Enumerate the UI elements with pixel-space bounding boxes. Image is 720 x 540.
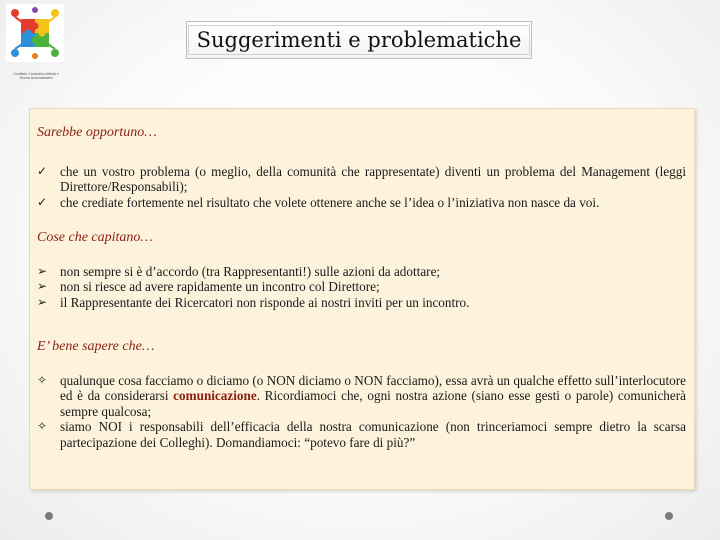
list-item: ✓ che crediate fortemente nel risultato che volete ottenere anche se l’idea o l’iniziativa non nasce da voi.: [37, 194, 600, 210]
star-list: [37, 373, 686, 451]
section-heading-sapere: E’ bene sapere che…: [37, 339, 155, 354]
arrow-bullet-icon: ➢: [37, 279, 48, 293]
content-panel: [29, 108, 695, 490]
list-item: ➢ non sempre si è d’accordo (tra Rappresentanti!) sulle azioni da adottare;: [37, 263, 441, 279]
checklist: [37, 164, 686, 211]
list-item: ✧ siamo NOI i responsabili dell’efficacia della nostra comunicazione (non trinceriamoci sempre dietro la scarsa partecipazione dei Colleghi). Domandiamoci: “potevo fare di più?”: [37, 419, 686, 450]
star-bullet-icon: ✧: [37, 372, 48, 387]
checkmark-icon: ✓: [37, 194, 48, 209]
list-item: ➢ non si riesce ad avere rapidamente un incontro col Direttore;: [37, 279, 380, 294]
section-heading-capitano: Cose che capitano…: [37, 230, 153, 245]
logo-caption: Comitato Consultivo Attività e Servizi Amministrativi: [13, 72, 59, 80]
title-frame: [186, 21, 532, 59]
emphasis-comunicazione: comunicazione: [173, 388, 257, 403]
arrow-bullet-icon: ➢: [37, 263, 48, 278]
arrow-list: [37, 264, 686, 311]
section-heading-opportuno: Sarebbe opportuno…: [37, 125, 157, 140]
star-bullet-icon: ✧: [37, 419, 48, 433]
list-item: ✓ che un vostro problema (o meglio, della comunità che rappresentate) diventi un problema del Management (leggi Direttore/Responsabili);: [37, 163, 686, 194]
checkmark-icon: ✓: [37, 163, 48, 178]
decorative-dot-right: [665, 512, 673, 520]
list-item: ✧ qualunque cosa facciamo o diciamo (o NON diciamo o NON facciamo), essa avrà un qualche effetto sull’interlocutore ed è da considerarsi comunicazione. Ricordiamoci che, ogni nostra azione (siano esse gesti o parole) comunicherà sempre qualcosa;: [37, 372, 686, 419]
list-item: ➢ il Rappresentante dei Ricercatori non risponde ai nostri inviti per un incontro.: [37, 294, 470, 310]
decorative-dot-left: [45, 512, 53, 520]
arrow-bullet-icon: ➢: [37, 294, 48, 309]
puzzle-logo: [6, 4, 64, 62]
page-title: Suggerimenti e problematiche: [188, 25, 531, 55]
